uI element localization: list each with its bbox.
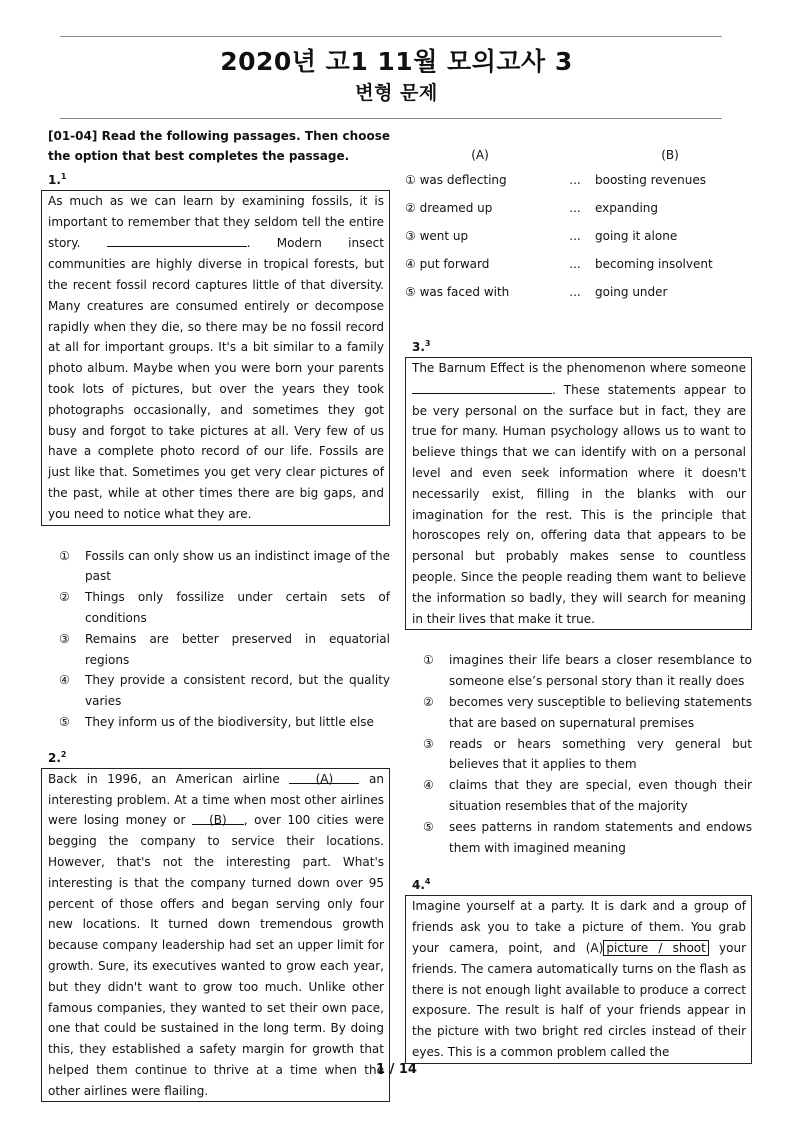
header-a: (A): [471, 147, 489, 162]
question-number: 4.$^4$: [412, 877, 431, 893]
option-2[interactable]: ② Things only fossilize under certain sets of conditions: [59, 590, 390, 625]
option-4[interactable]: ④ claims that they are special, even though their situation resembles that of the majority: [423, 778, 752, 813]
options-list: [405, 650, 752, 858]
right-column: [405, 144, 752, 1064]
question-2: [41, 745, 390, 1103]
question-number: 3.$^3$: [412, 339, 431, 354]
passage: Back in 1996, an American airline (A) an interesting problem. At a time when most other airlines were losing money or (B) , over 100 cities were begging the company to service their locations. However, that's not the interesting part. What's interesting is that the company turned down over 95 percent of those offers and began serving only four new locations. It turned down tremendous growth because company leadership had set an upper limit for growth. Sure, its executives wanted to grow each year, but they didn't want to grow too much. Unlike other famous companies, they wanted to set their own pace, one that could be sustained in the long term. By doing this, they established a safety margin for growth that helped them continue to thrive at a time when the other airlines were flailing.: [41, 768, 390, 1103]
question-1: [41, 167, 390, 733]
page-number: 1 / 14: [376, 1062, 417, 1077]
answer-table: [405, 144, 745, 306]
top-rule: [60, 36, 722, 37]
header-b: (B): [661, 147, 679, 162]
options-list: [41, 546, 390, 733]
answer-blank: [412, 379, 552, 394]
table-row[interactable]: ② dreamed up ... expanding: [405, 200, 659, 215]
option-1[interactable]: ① Fossils can only show us an indistinct image of the past: [59, 548, 390, 584]
left-column: [41, 126, 390, 1102]
option-1[interactable]: ① imagines their life bears a closer resemblance to someone else’s personal story than it really does: [423, 653, 752, 689]
passage: The Barnum Effect is the phenomenon where someone . These statements appear to be very personal on the surface but in fact, they are true for many. Human psychology allows us to want to believe things that we can identify with on a personal level and even seek information where it doesn't necessarily exist, filling in the blanks with our imagination for the rest. This is the principle that horoscopes rely on, offering data that appears to be personal but probably makes sense to countless people. Since the people reading them want to believe the information so badly, they will search for meaning in their lives that make it true.: [405, 357, 752, 630]
table-row[interactable]: ⑤ was faced with ... going under: [405, 284, 668, 299]
option-2[interactable]: ② becomes very susceptible to believing statements that are based on supernatural premises: [423, 694, 752, 730]
question-number: 2.$^2$: [48, 749, 67, 765]
option-5[interactable]: ⑤ sees patterns in random statements and endows them with imagined meaning: [423, 819, 752, 855]
footnote-ref: 1: [60, 171, 67, 181]
table-row[interactable]: ① was deflecting ... boosting revenues: [405, 172, 707, 187]
option-3[interactable]: ③ Remains are better preserved in equatorial regions: [59, 631, 390, 667]
question-3: [405, 334, 752, 858]
question-number: 1.$^1$: [48, 171, 67, 187]
table-row[interactable]: ④ put forward ... becoming insolvent: [405, 256, 713, 271]
passage: Imagine yourself at a party. It is dark and a group of friends ask you to take a picture of them. You grab your camera, point, and (A) picture / shoot your friends. The camera automatically turns on the flash as there is not enough light available to produce a correct exposure. The result is half of your friends appear in the picture with two bright red circles instead of their eyes. This is a common problem called the: [405, 895, 752, 1063]
instructions: [01-04] Read the following passages. Then choose the option that best completes the passage.: [48, 129, 390, 164]
header-rule: [60, 118, 722, 119]
passage: As much as we can learn by examining fossils, it is important to remember that they seldom tell the entire story. . Modern insect communities are highly diverse in tropical forests, but the recent fossil record captures little of that diversity. Many creatures are consumed entirely or decompose rapidly when they die, so there may be no fossil record at all for important groups. It's a bit similar to a family photo album. Maybe when you were born your parents took lots of pictures, but over the years they took photographs occasionally, and sometimes they got busy and forgot to take pictures at all. Very few of us have a complete photo record of our life. Fossils are just like that. Sometimes you get very clear pictures of the past, while at other times there are big gaps, and you need to notice what they are.: [41, 190, 390, 526]
option-4[interactable]: ④ They provide a consistent record, but the quality varies: [59, 673, 390, 709]
blank-b: (B): [192, 810, 244, 825]
word-choice-box[interactable]: picture / shoot: [603, 940, 709, 956]
question-4: [405, 872, 752, 1063]
option-5[interactable]: ⑤ They inform us of the biodiversity, but little else: [59, 714, 374, 729]
footnote-ref: 2: [60, 749, 67, 759]
table-row[interactable]: ③ went up ... going it alone: [405, 228, 678, 243]
answer-blank: [107, 232, 247, 247]
option-3[interactable]: ③ reads or hears something very general but believes that it applies to them: [423, 736, 752, 772]
page-title: 2020년 고1 11월 모의고사 3: [220, 47, 573, 76]
blank-a: (A): [289, 769, 359, 784]
footnote-ref: 3: [424, 339, 431, 348]
table-header: [405, 144, 745, 166]
page-subtitle: 변형 문제: [355, 82, 438, 104]
footnote-ref: 4: [424, 877, 431, 887]
